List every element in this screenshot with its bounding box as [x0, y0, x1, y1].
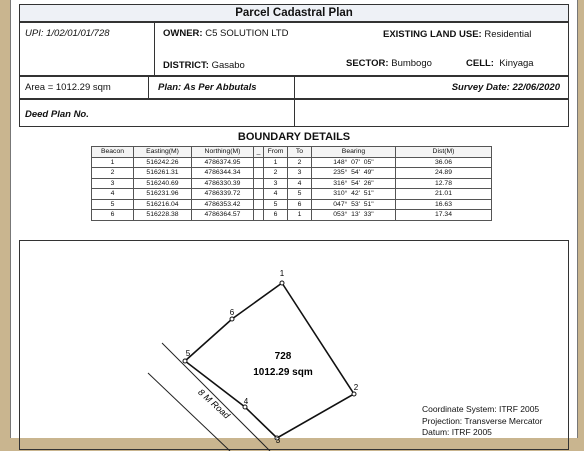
bearing-cell: 235° 54' 49"	[312, 168, 396, 179]
spacer-cell	[254, 157, 264, 168]
datum: Datum: ITRF 2005	[422, 427, 492, 437]
distance-cell: 24.89	[396, 168, 492, 179]
from-cell: 6	[264, 210, 288, 221]
table-row	[92, 157, 492, 168]
table-row	[92, 199, 492, 210]
bearing-cell: 047° 53' 51"	[312, 199, 396, 210]
coordinate-system: Coordinate System: ITRF 2005	[422, 404, 540, 414]
deed-plan-label: Deed Plan No.	[25, 109, 89, 120]
beacon-marker	[183, 359, 187, 363]
beacon-marker	[352, 392, 356, 396]
boundary-details-title: BOUNDARY DETAILS	[237, 131, 351, 143]
spacer-cell	[254, 189, 264, 200]
table-row	[92, 168, 492, 179]
boundary-table	[91, 146, 492, 221]
parcel-number: 728	[274, 351, 292, 362]
beacon-cell: 1	[92, 157, 134, 168]
beacon-label: 6	[229, 308, 235, 317]
owner-location-row	[19, 22, 569, 76]
spacer-cell	[254, 199, 264, 210]
deed-plan-row	[19, 99, 569, 127]
column-header: From	[264, 147, 288, 158]
parcel-boundary	[185, 283, 354, 438]
divider	[294, 77, 295, 98]
bearing-cell: 148° 07' 05"	[312, 157, 396, 168]
plan-reference: Plan: As Per Abbutals	[158, 82, 257, 93]
district-value: Gasabo	[211, 60, 245, 71]
beacon-marker	[230, 317, 234, 321]
bearing-cell: 316° 54' 26"	[312, 178, 396, 189]
land-use-value: Residential	[484, 29, 532, 40]
beacon-label: 3	[275, 436, 281, 445]
beacon-label: 1	[279, 269, 285, 278]
table-row	[92, 178, 492, 189]
owner-value: C5 SOLUTION LTD	[205, 28, 289, 39]
to-cell: 1	[288, 210, 312, 221]
divider	[148, 77, 149, 98]
easting-cell: 516228.38	[134, 210, 192, 221]
distance-cell: 36.06	[396, 157, 492, 168]
northing-cell: 4786364.57	[192, 210, 254, 221]
spacer-cell	[254, 178, 264, 189]
cadastral-sheet	[10, 0, 578, 445]
beacon-marker	[280, 281, 284, 285]
owner-label: OWNER:	[163, 28, 203, 39]
table-row	[92, 189, 492, 200]
to-cell: 3	[288, 168, 312, 179]
bearing-cell: 310° 42' 51"	[312, 189, 396, 200]
sector-label: SECTOR:	[346, 58, 389, 69]
northing-cell: 4786374.95	[192, 157, 254, 168]
northing-cell: 4786330.39	[192, 178, 254, 189]
divider	[294, 100, 295, 126]
from-cell: 2	[264, 168, 288, 179]
column-header: Easting(M)	[134, 147, 192, 158]
distance-cell: 21.01	[396, 189, 492, 200]
road-edge	[162, 343, 270, 451]
survey-date: Survey Date: 22/06/2020	[451, 82, 560, 93]
projection: Projection: Transverse Mercator	[422, 416, 543, 426]
land-use-label: EXISTING LAND USE:	[383, 29, 482, 40]
easting-cell: 516240.69	[134, 178, 192, 189]
area-text: Area = 1012.29 sqm	[25, 82, 111, 93]
cell-label: CELL:	[466, 58, 494, 69]
column-header: Bearing	[312, 147, 396, 158]
upi-label: UPI: 1/02/01/01/728	[25, 28, 110, 39]
spacer-cell	[254, 168, 264, 179]
from-cell: 4	[264, 189, 288, 200]
beacon-cell: 5	[92, 199, 134, 210]
from-cell: 3	[264, 178, 288, 189]
northing-cell: 4786353.42	[192, 199, 254, 210]
divider	[154, 23, 155, 75]
northing-cell: 4786344.34	[192, 168, 254, 179]
distance-cell: 12.78	[396, 178, 492, 189]
spacer-cell	[254, 210, 264, 221]
column-header: _	[254, 147, 264, 158]
beacon-cell: 4	[92, 189, 134, 200]
beacon-cell: 6	[92, 210, 134, 221]
from-cell: 5	[264, 199, 288, 210]
cell-value: Kinyaga	[499, 58, 534, 69]
column-header: Northing(M)	[192, 147, 254, 158]
column-header: To	[288, 147, 312, 158]
bearing-cell: 053° 13' 33"	[312, 210, 396, 221]
northing-cell: 4786339.72	[192, 189, 254, 200]
beacon-label: 2	[353, 383, 359, 392]
district-label: DISTRICT:	[163, 60, 209, 71]
column-header: Dist(M)	[396, 147, 492, 158]
area-plan-row	[19, 76, 569, 99]
to-cell: 4	[288, 178, 312, 189]
beacon-label: 5	[185, 349, 191, 358]
distance-cell: 17.34	[396, 210, 492, 221]
beacon-label: 4	[243, 397, 249, 406]
from-cell: 1	[264, 157, 288, 168]
easting-cell: 516242.26	[134, 157, 192, 168]
to-cell: 6	[288, 199, 312, 210]
easting-cell: 516231.96	[134, 189, 192, 200]
beacon-cell: 2	[92, 168, 134, 179]
easting-cell: 516216.04	[134, 199, 192, 210]
sector-value: Bumbogo	[391, 58, 432, 69]
easting-cell: 516261.31	[134, 168, 192, 179]
to-cell: 5	[288, 189, 312, 200]
table-row	[92, 210, 492, 221]
plan-title: Parcel Cadastral Plan	[19, 4, 569, 22]
parcel-area: 1012.29 sqm	[253, 367, 313, 378]
parcel-plan-drawing	[19, 240, 569, 450]
column-header: Beacon	[92, 147, 134, 158]
table-header-row	[92, 147, 492, 158]
road-label: 8 M Road	[196, 386, 232, 421]
distance-cell: 16.63	[396, 199, 492, 210]
beacon-cell: 3	[92, 178, 134, 189]
to-cell: 2	[288, 157, 312, 168]
